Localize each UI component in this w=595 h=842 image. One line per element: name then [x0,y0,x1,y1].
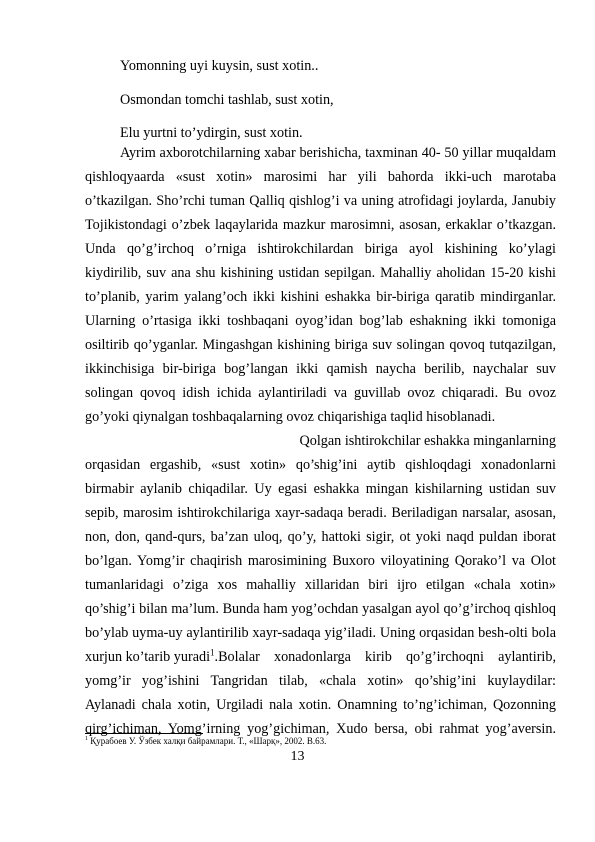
text-line: Aylanadi chala xotin, Urgiladi nala xotin. Onamning to’ng’ichiman, Qozonning [85,697,556,713]
text-line: Ularning o’rtasiga ikki toshbaqani oyog’idan bog’lab eshakning ikki tomoniga [85,313,556,329]
text-line: Ayrim axborotchilarning xabar berishicha, taxminan 40- 50 yillar muqaldam [120,145,556,161]
text-line: sepib, marosim ishtirokchilariga xayr-sadaqa beradi. Beriladigan narsalar, asosan, [85,505,556,521]
text-line: Tojikistondagi o’zbek laqaylarida mazkur marosimni, asosan, erkaklar o’tkazgan. [85,217,556,233]
footnote-marker: 1 [85,736,88,742]
text-fragment: Bolalar xonadonlarga kirib qo’g’irchoqni aylantirib, [218,649,556,665]
text-line: non, don, qand-qurs, ba’zan uloq, qo’y, hattoki sigir, ot yoki naqd puldan iborat [85,529,556,545]
poem-line: Yomonning uyi kuysin, sust xotin.. [120,58,319,74]
footnote-divider [85,733,203,734]
text-line: qo’shig’i bilan ma’lum. Bunda ham yog’ochdan yasalgan ayol qo’g’irchoq qishloq [85,601,556,617]
text-line: orqasidan ergashib, «sust xotin» qo’shig’ini aytib qishloqdagi xonadonlarni [85,457,556,473]
text-line: qirg’ichiman, Yomg’irning yog’gichiman, Xudo bersa, obi rahmat yog’aversin. [85,721,556,737]
text-line: solingan qovoq idish ichida aylantiriladi va guvillab ovoz chiqaradi. Bu ovoz [85,385,556,401]
text-line: osiltirib qo’yganlar. Mingashgan kishining biriga suv solingan qovoq tutqazilgan, [85,337,556,353]
poem-line: Osmondan tomchi tashlab, sust xotin, [120,92,334,108]
text-line: Unda qo’g’irchoq o’rniga ishtirokchilardan biriga ayol kishining ko’ylagi [85,241,556,257]
text-line: to’planib, yarim yalang’och ikki kishini eshakka bir-biriga qaratib mindirganlar. [85,289,556,305]
poem-line: Elu yurtni to’ydirgin, sust xotin. [120,125,303,141]
text-line: go’yoki qiynalgan toshbaqalarning ovoz chiqarishiga taqlid hisoblanadi. [85,409,496,425]
text-fragment: xurjun ko’tarib yuradi$^1$. [85,647,219,665]
text-line: yomg’ir yog’ishini Tangridan tilab, «chala xotin» qo’shig’ini kuylaydilar: [85,673,556,689]
text-line: o’tkazilgan. Sho’rchi tuman Qalliq qishlog’i va uning atrofidagi joylarda, Janubiy [85,193,556,209]
text-line: kiydirilib, suv ana shu kishining ustidan sepilgan. Mahalliy aholidan 15-20 kishi [85,265,556,281]
text-line: Qolgan ishtirokchilar eshakka minganlarning [299,433,556,449]
text-line: tumanlaridagi o’ziga xos mahalliy xillaridan biri ijro etilgan «chala xotin» [85,577,556,593]
footnote-text: Қурабоев У. Ўзбек халқи байрамлари. Т., «Шарқ», 2002. B.63. [90,736,327,746]
text-line: bo’ylab uyma-uy aylantirilib xayr-sadaqa yig’iladi. Uning orqasidan besh-olti bola [85,625,556,641]
text-line: qishloqyaarda «sust xotin» marosimi har yili bahorda ikki-uch marotaba [85,169,556,185]
text-line [85,648,556,666]
page-number: 13 [290,749,305,764]
text-line: birmabir aylanib chiqadilar. Uy egasi eshakka mingan kishilarning ustidan suv [85,481,556,497]
text-line: ikkinchisiga bir-biriga bog’langan ikki qamish naycha berilib, naychalar suv [85,361,556,377]
text-line: bo’lgan. Yomg’ir chaqirish marosimining Buxoro viloyatining Qorako’l va Olot [85,553,556,569]
footnote-reference[interactable]: 1 [210,647,215,658]
footnote [85,736,326,747]
